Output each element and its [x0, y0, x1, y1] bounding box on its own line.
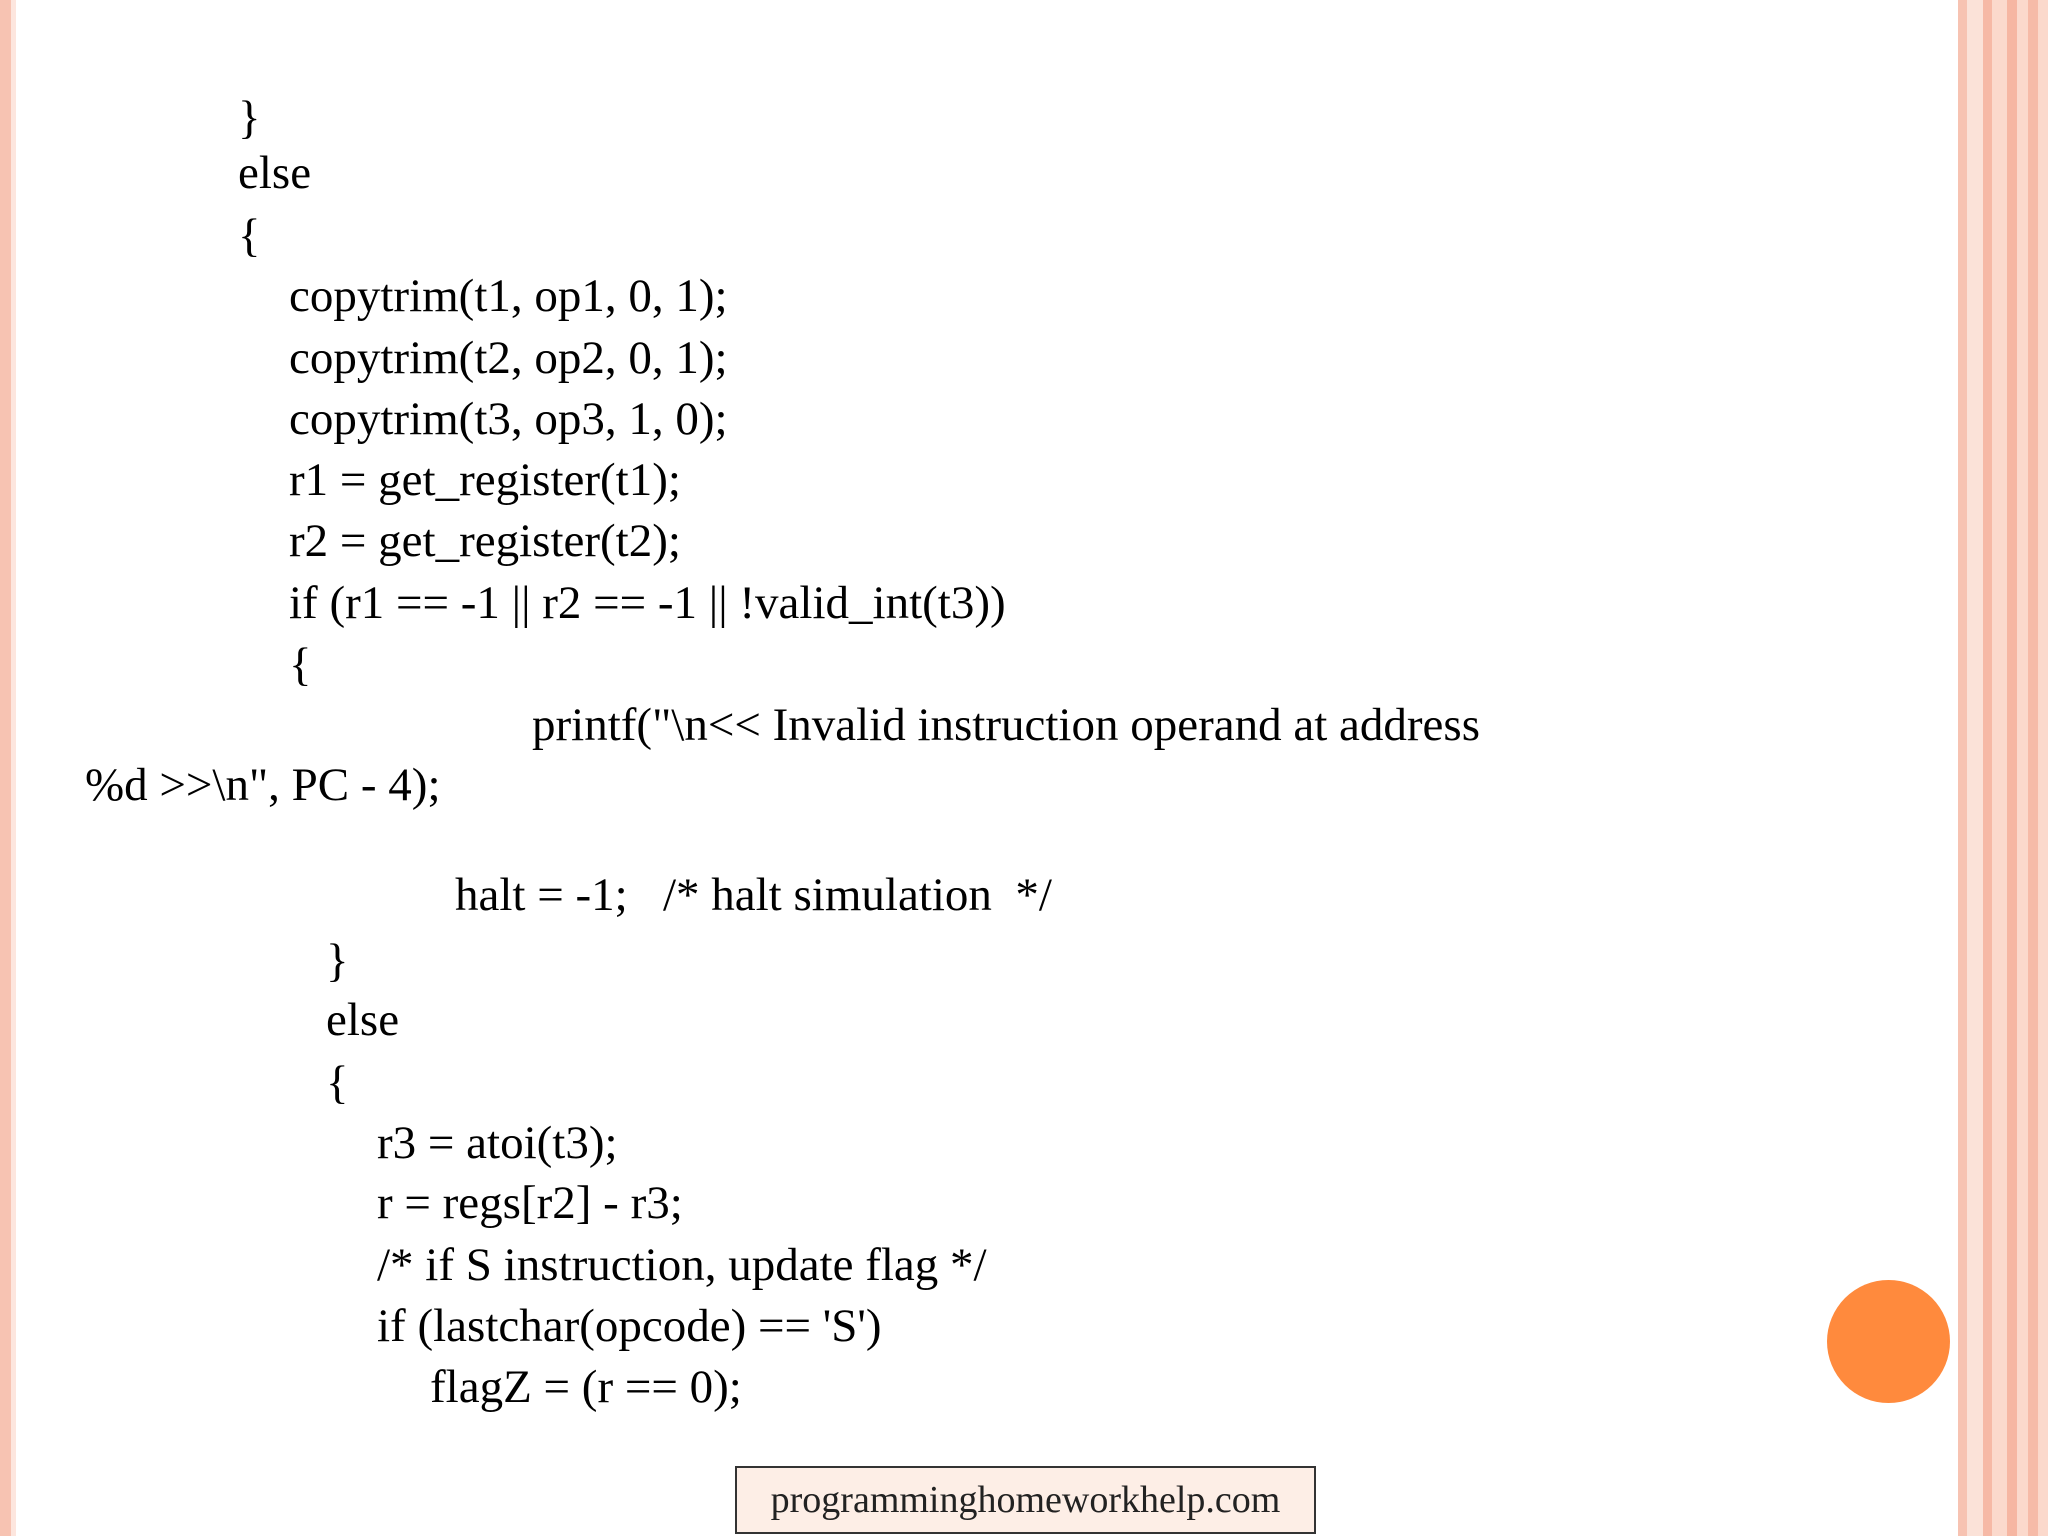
- code-line: else: [238, 147, 312, 199]
- accent-dot: [1827, 1280, 1950, 1403]
- code-line: copytrim(t2, op2, 0, 1);: [289, 332, 728, 384]
- code-line: {: [289, 639, 312, 691]
- code-line: if (r1 == -1 || r2 == -1 || !valid_int(t3)): [289, 577, 1006, 629]
- footer-website-text: programminghomeworkhelp.com: [770, 1479, 1281, 1521]
- left-border-inner-stripe: [11, 0, 16, 1536]
- right-border-stripe: [2007, 0, 2017, 1536]
- code-line: copytrim(t3, op3, 1, 0);: [289, 393, 728, 445]
- code-line: else: [326, 994, 400, 1046]
- left-border-stripe: [0, 0, 11, 1536]
- right-border-stripe: [1983, 0, 1992, 1536]
- code-line: }: [326, 935, 349, 987]
- code-line: {: [238, 210, 261, 262]
- code-line: r = regs[r2] - r3;: [377, 1177, 683, 1229]
- code-line: /* if S instruction, update flag */: [377, 1239, 987, 1291]
- code-line: r3 = atoi(t3);: [377, 1117, 618, 1169]
- footer-website-box: [735, 1466, 1316, 1534]
- right-border-stripe: [1992, 0, 2048, 1536]
- code-line: r2 = get_register(t2);: [289, 515, 681, 567]
- code-line: printf("\n<< Invalid instruction operand at address: [532, 699, 1480, 751]
- code-line: halt = -1; /* halt simulation */: [455, 869, 1052, 921]
- code-line: %d >>\n", PC - 4);: [85, 759, 441, 811]
- code-line: r1 = get_register(t1);: [289, 454, 681, 506]
- code-line: copytrim(t1, op1, 0, 1);: [289, 270, 728, 322]
- right-border-stripe: [1967, 0, 1983, 1536]
- code-line: }: [238, 92, 261, 144]
- right-border-stripe: [2028, 0, 2038, 1536]
- code-line: flagZ = (r == 0);: [430, 1361, 742, 1413]
- code-line: if (lastchar(opcode) == 'S'): [377, 1300, 882, 1352]
- right-border-stripe: [1958, 0, 1967, 1536]
- code-line: {: [326, 1057, 349, 1109]
